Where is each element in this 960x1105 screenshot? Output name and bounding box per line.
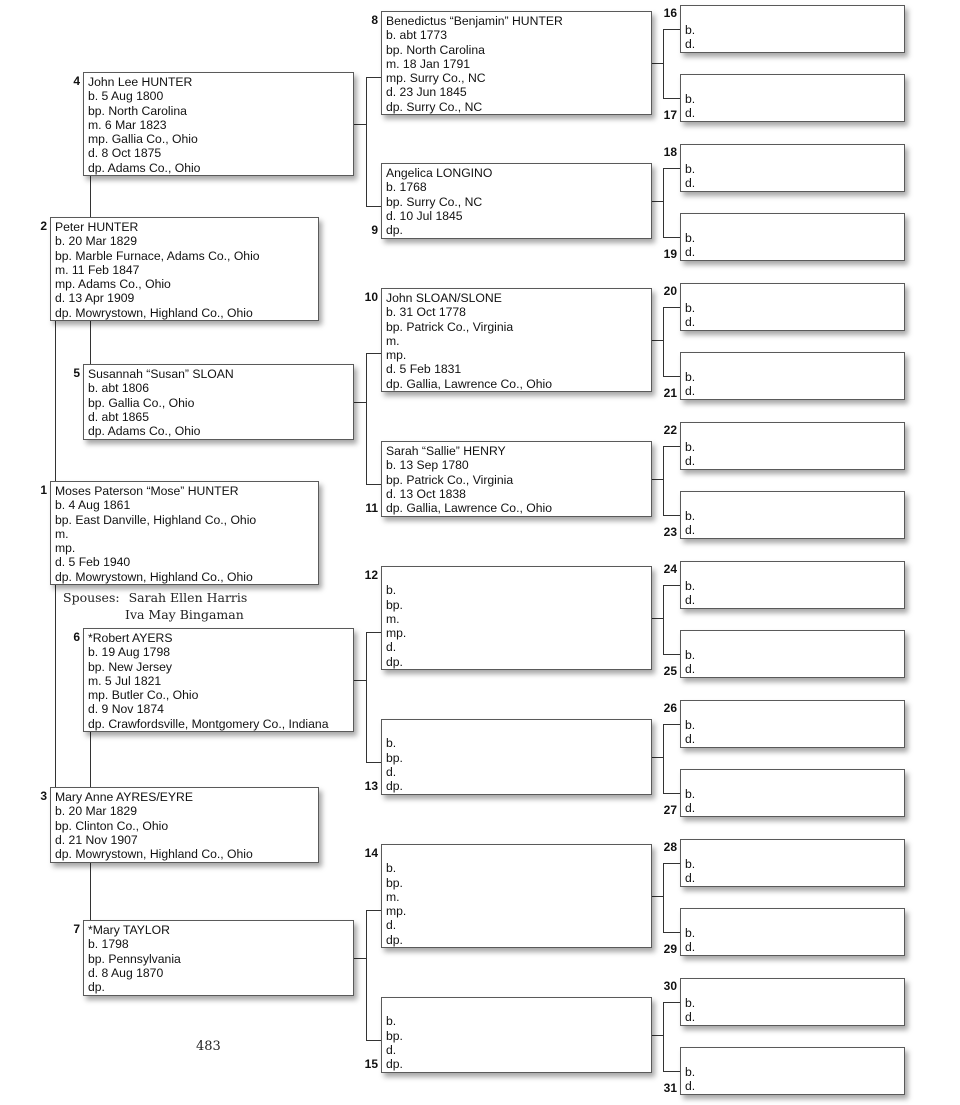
person-fact: b. xyxy=(685,1065,696,1079)
person-box-2[interactable] xyxy=(50,217,319,321)
connector-line xyxy=(663,1002,680,1003)
person-fact: d. xyxy=(386,918,397,933)
person-fact: d. 5 Feb 1831 xyxy=(386,362,462,377)
person-box-7[interactable] xyxy=(83,920,354,996)
connector-line xyxy=(354,124,366,125)
person-box-29[interactable] xyxy=(680,908,905,956)
person-fact: d. xyxy=(685,732,696,747)
person-fact: d. xyxy=(685,454,696,469)
person-fact: b. xyxy=(386,736,397,751)
person-fact: b. xyxy=(685,509,696,523)
ancestor-number: 22 xyxy=(663,423,677,437)
ancestor-number: 31 xyxy=(663,1081,677,1095)
connector-line xyxy=(90,732,91,787)
person-fact: bp. Patrick Co., Virginia xyxy=(386,472,514,487)
person-fact: b. abt 1806 xyxy=(88,381,149,396)
connector-line xyxy=(366,1040,381,1041)
person-fact: m. 18 Jan 1791 xyxy=(386,56,471,71)
person-fact: dp. Mowrystown, Highland Co., Ohio xyxy=(55,305,253,320)
connector-line xyxy=(366,632,367,763)
person-fact: d. xyxy=(685,37,696,52)
person-fact: bp. Patrick Co., Virginia xyxy=(386,319,514,334)
person-fact: b. xyxy=(685,440,696,454)
person-fact: d. xyxy=(685,523,696,538)
person-fact: d. xyxy=(386,640,397,655)
person-box-28[interactable] xyxy=(680,839,905,887)
ancestor-number: 26 xyxy=(663,701,677,715)
person-name: Sarah “Sallie” HENRY xyxy=(386,444,506,458)
person-fact: b. xyxy=(685,648,696,662)
person-fact: mp. xyxy=(55,541,76,556)
person-fact: b. xyxy=(685,23,696,37)
person-fact: d. 13 Apr 1909 xyxy=(55,291,135,306)
ancestor-number: 29 xyxy=(663,942,677,956)
person-box-4[interactable] xyxy=(83,72,354,176)
connector-line xyxy=(652,201,663,202)
person-fact: b. xyxy=(386,861,397,876)
person-fact: d. xyxy=(685,593,696,608)
person-fact: d. xyxy=(685,245,696,260)
person-fact: dp. xyxy=(386,779,403,794)
ancestor-number: 16 xyxy=(663,6,677,20)
person-fact: mp. xyxy=(386,626,407,641)
connector-line xyxy=(663,1002,664,1072)
person-fact: dp. Mowrystown, Highland Co., Ohio xyxy=(55,847,253,862)
person-fact: d. xyxy=(685,662,696,677)
ancestor-number: 7 xyxy=(73,922,80,936)
person-fact: bp. North Carolina xyxy=(88,103,187,118)
person-fact: d. xyxy=(685,871,696,886)
person-fact: dp. xyxy=(386,1057,403,1072)
person-fact: b. xyxy=(685,787,696,801)
connector-line xyxy=(652,479,663,480)
person-fact: mp. Surry Co., NC xyxy=(386,71,486,86)
person-box-15[interactable] xyxy=(381,997,652,1073)
person-fact: b. 31 Oct 1778 xyxy=(386,305,466,320)
person-fact: dp. xyxy=(386,654,403,669)
person-fact: b. xyxy=(386,583,397,598)
person-fact: m. 6 Mar 1823 xyxy=(88,117,167,132)
person-fact: mp. Gallia Co., Ohio xyxy=(88,132,198,147)
ancestor-number: 24 xyxy=(663,562,677,576)
person-name xyxy=(386,722,647,736)
connector-line xyxy=(663,793,680,794)
person-fact: b. 1768 xyxy=(386,180,427,195)
connector-line xyxy=(354,402,366,403)
person-box-6[interactable] xyxy=(83,628,354,732)
person-fact: b. 4 Aug 1861 xyxy=(55,498,131,513)
ancestor-number: 17 xyxy=(663,108,677,122)
person-box-1[interactable] xyxy=(50,481,319,585)
connector-line xyxy=(90,176,91,217)
person-box-13[interactable] xyxy=(381,719,652,795)
person-box-27[interactable] xyxy=(680,769,905,817)
person-name: Mary Anne AYRES/EYRE xyxy=(55,790,193,804)
person-fact: d. 8 Aug 1870 xyxy=(88,965,164,980)
ancestor-number: 14 xyxy=(364,846,378,860)
connector-line xyxy=(366,206,381,207)
ancestor-number: 23 xyxy=(663,525,677,539)
person-fact: mp. xyxy=(386,904,407,919)
person-name: Peter HUNTER xyxy=(55,220,139,234)
person-box-30[interactable] xyxy=(680,978,905,1026)
person-fact: b. xyxy=(685,996,696,1010)
connector-line xyxy=(55,321,56,481)
connector-line xyxy=(663,1071,680,1072)
person-fact: d. xyxy=(685,384,696,399)
person-box-3[interactable] xyxy=(50,787,319,863)
person-fact: b. xyxy=(685,857,696,871)
person-fact: dp. Crawfordsville, Montgomery Co., Indiana xyxy=(88,716,329,731)
person-fact: d. xyxy=(685,940,696,955)
connector-line xyxy=(366,910,381,911)
person-name: Angelica LONGINO xyxy=(386,166,493,180)
connector-line xyxy=(663,237,680,238)
person-name: *Robert AYERS xyxy=(88,631,173,645)
connector-line xyxy=(663,654,680,655)
person-fact: d. xyxy=(685,1079,696,1094)
person-box-18[interactable] xyxy=(680,144,905,192)
connector-line xyxy=(652,340,663,341)
person-box-23[interactable] xyxy=(680,491,905,539)
connector-line xyxy=(366,77,381,78)
person-fact: b. abt 1773 xyxy=(386,28,447,43)
person-box-17[interactable] xyxy=(680,74,905,122)
ancestor-number: 8 xyxy=(371,13,378,27)
connector-line xyxy=(652,63,663,64)
person-fact: m. 5 Jul 1821 xyxy=(88,673,162,688)
connector-line xyxy=(366,353,367,485)
connector-line xyxy=(652,757,663,758)
connector-line xyxy=(663,863,680,864)
person-fact: dp. Adams Co., Ohio xyxy=(88,424,201,439)
ancestor-number: 30 xyxy=(663,979,677,993)
person-box-20[interactable] xyxy=(680,283,905,331)
person-fact: b. xyxy=(685,301,696,315)
person-fact: bp. xyxy=(386,750,403,765)
person-fact: b. xyxy=(685,92,696,106)
person-fact: b. xyxy=(685,579,696,593)
ancestor-number: 12 xyxy=(364,568,378,582)
person-fact: d. 5 Feb 1940 xyxy=(55,555,131,570)
person-fact: dp. Surry Co., NC xyxy=(386,99,483,114)
person-fact: mp. Butler Co., Ohio xyxy=(88,688,199,703)
ancestor-number: 2 xyxy=(40,219,47,233)
person-box-5[interactable] xyxy=(83,364,354,440)
person-box-22[interactable] xyxy=(680,422,905,470)
person-fact: m. xyxy=(386,611,400,626)
person-box-25[interactable] xyxy=(680,630,905,678)
person-fact: d. 10 Jul 1845 xyxy=(386,208,463,223)
person-fact: b. 20 Mar 1829 xyxy=(55,804,137,819)
connector-line xyxy=(90,863,91,920)
spouses-note xyxy=(63,589,247,623)
person-fact: bp. Surry Co., NC xyxy=(386,194,483,209)
person-fact: b. 1798 xyxy=(88,937,129,952)
person-fact: d. xyxy=(685,801,696,816)
connector-line xyxy=(663,446,664,516)
person-fact: b. 13 Sep 1780 xyxy=(386,458,469,473)
connector-line xyxy=(663,168,680,169)
person-fact: b. 19 Aug 1798 xyxy=(88,645,171,660)
person-fact: d. 23 Jun 1845 xyxy=(386,85,467,100)
connector-line xyxy=(652,618,663,619)
person-box-12[interactable] xyxy=(381,566,652,670)
connector-line xyxy=(663,29,664,99)
person-fact: bp. New Jersey xyxy=(88,659,172,674)
person-fact: bp. Marble Furnace, Adams Co., Ohio xyxy=(55,248,260,263)
person-fact: b. xyxy=(386,1014,397,1029)
connector-line xyxy=(663,515,680,516)
connector-line xyxy=(366,910,367,1041)
connector-line xyxy=(366,632,381,633)
connector-line xyxy=(366,484,381,485)
connector-line xyxy=(663,863,664,933)
person-fact: b. xyxy=(685,162,696,176)
page-number: 483 xyxy=(196,1039,221,1054)
connector-line xyxy=(366,762,381,763)
spouse-name: Sarah Ellen Harris xyxy=(128,590,248,605)
person-fact: dp. xyxy=(386,932,403,947)
person-box-31[interactable] xyxy=(680,1047,905,1095)
person-fact: b. xyxy=(685,231,696,245)
connector-line xyxy=(663,98,680,99)
person-box-26[interactable] xyxy=(680,700,905,748)
person-name xyxy=(386,1000,647,1014)
ancestor-number: 21 xyxy=(663,386,677,400)
connector-line xyxy=(663,307,664,377)
person-fact: b. xyxy=(685,718,696,732)
connector-line xyxy=(652,896,663,897)
person-fact: bp. xyxy=(386,1028,403,1043)
person-fact: mp. xyxy=(386,348,407,363)
connector-line xyxy=(354,680,366,681)
ancestor-number: 10 xyxy=(364,290,378,304)
spouse-name: Iva May Bingaman xyxy=(125,607,244,622)
person-name: Benedictus “Benjamin” HUNTER xyxy=(386,14,563,28)
person-fact: bp. xyxy=(386,597,403,612)
connector-line xyxy=(663,446,680,447)
person-fact: d. xyxy=(685,106,696,121)
person-name: Moses Paterson “Mose” HUNTER xyxy=(55,484,239,498)
person-name: *Mary TAYLOR xyxy=(88,923,170,937)
ancestor-number: 27 xyxy=(663,803,677,817)
person-fact: bp. North Carolina xyxy=(386,42,485,57)
person-fact: d. xyxy=(386,764,397,779)
person-fact: mp. Adams Co., Ohio xyxy=(55,277,171,292)
ancestor-number: 11 xyxy=(365,501,378,515)
person-fact: d. abt 1865 xyxy=(88,409,149,424)
connector-line xyxy=(663,307,680,308)
person-fact: b. 20 Mar 1829 xyxy=(55,234,137,249)
person-box-11[interactable] xyxy=(381,441,652,517)
person-box-19[interactable] xyxy=(680,213,905,261)
person-fact: bp. Clinton Co., Ohio xyxy=(55,818,169,833)
ancestor-number: 4 xyxy=(73,74,80,88)
person-fact: m. 11 Feb 1847 xyxy=(55,262,140,277)
person-name: John SLOAN/SLONE xyxy=(386,291,502,305)
person-fact: m. xyxy=(386,333,400,348)
ancestor-number: 5 xyxy=(73,366,80,380)
person-fact: bp. xyxy=(386,875,403,890)
ancestor-number: 1 xyxy=(40,483,47,497)
person-fact: dp. Gallia, Lawrence Co., Ohio xyxy=(386,501,552,516)
ancestor-number: 20 xyxy=(663,284,677,298)
person-fact: d. 8 Oct 1875 xyxy=(88,146,162,161)
connector-line xyxy=(55,585,56,787)
ancestor-number: 19 xyxy=(663,247,677,261)
person-fact: d. xyxy=(685,315,696,330)
ancestor-number: 3 xyxy=(40,789,47,803)
person-fact: d. xyxy=(386,1042,397,1057)
person-fact: d. 13 Oct 1838 xyxy=(386,486,466,501)
connector-line xyxy=(663,29,680,30)
person-box-14[interactable] xyxy=(381,844,652,948)
connector-line xyxy=(663,585,664,655)
person-fact: b. xyxy=(685,370,696,384)
person-box-24[interactable] xyxy=(680,561,905,609)
person-fact: dp. xyxy=(386,223,403,238)
ancestor-number: 6 xyxy=(73,630,80,644)
person-fact: d. 21 Nov 1907 xyxy=(55,832,138,847)
person-fact: dp. Gallia, Lawrence Co., Ohio xyxy=(386,376,552,391)
ancestor-number: 13 xyxy=(364,779,378,793)
person-box-9[interactable] xyxy=(381,163,652,239)
person-fact: d. xyxy=(685,1010,696,1025)
person-fact: dp. Mowrystown, Highland Co., Ohio xyxy=(55,569,253,584)
person-box-21[interactable] xyxy=(680,352,905,400)
connector-line xyxy=(90,321,91,364)
connector-line xyxy=(663,724,680,725)
connector-line xyxy=(366,77,367,207)
ancestor-number: 15 xyxy=(364,1057,378,1071)
person-box-10[interactable] xyxy=(381,288,652,392)
connector-line xyxy=(354,958,366,959)
connector-line xyxy=(663,168,664,238)
ancestor-number: 18 xyxy=(663,145,677,159)
person-fact: m. xyxy=(386,889,400,904)
person-fact: dp. xyxy=(88,980,105,995)
person-fact: d. 9 Nov 1874 xyxy=(88,702,164,717)
person-name: John Lee HUNTER xyxy=(88,75,193,89)
person-name: Susannah “Susan” SLOAN xyxy=(88,367,234,381)
connector-line xyxy=(663,376,680,377)
connector-line xyxy=(663,724,664,794)
person-fact: bp. East Danville, Highland Co., Ohio xyxy=(55,512,257,527)
person-fact: dp. Adams Co., Ohio xyxy=(88,160,201,175)
connector-line xyxy=(366,353,381,354)
person-name xyxy=(386,569,647,583)
ancestor-number: 28 xyxy=(663,840,677,854)
person-fact: m. xyxy=(55,526,69,541)
person-box-8[interactable] xyxy=(381,11,652,115)
person-fact: bp. Pennsylvania xyxy=(88,951,181,966)
person-name xyxy=(386,847,647,861)
person-box-16[interactable] xyxy=(680,5,905,53)
connector-line xyxy=(652,1035,663,1036)
person-fact: b. 5 Aug 1800 xyxy=(88,89,164,104)
ancestor-number: 9 xyxy=(371,223,378,237)
connector-line xyxy=(663,932,680,933)
person-fact: b. xyxy=(685,926,696,940)
person-fact: bp. Gallia Co., Ohio xyxy=(88,395,195,410)
ancestor-number: 25 xyxy=(663,664,677,678)
spouses-label: Spouses: xyxy=(63,590,120,605)
person-fact: d. xyxy=(685,176,696,191)
connector-line xyxy=(663,585,680,586)
